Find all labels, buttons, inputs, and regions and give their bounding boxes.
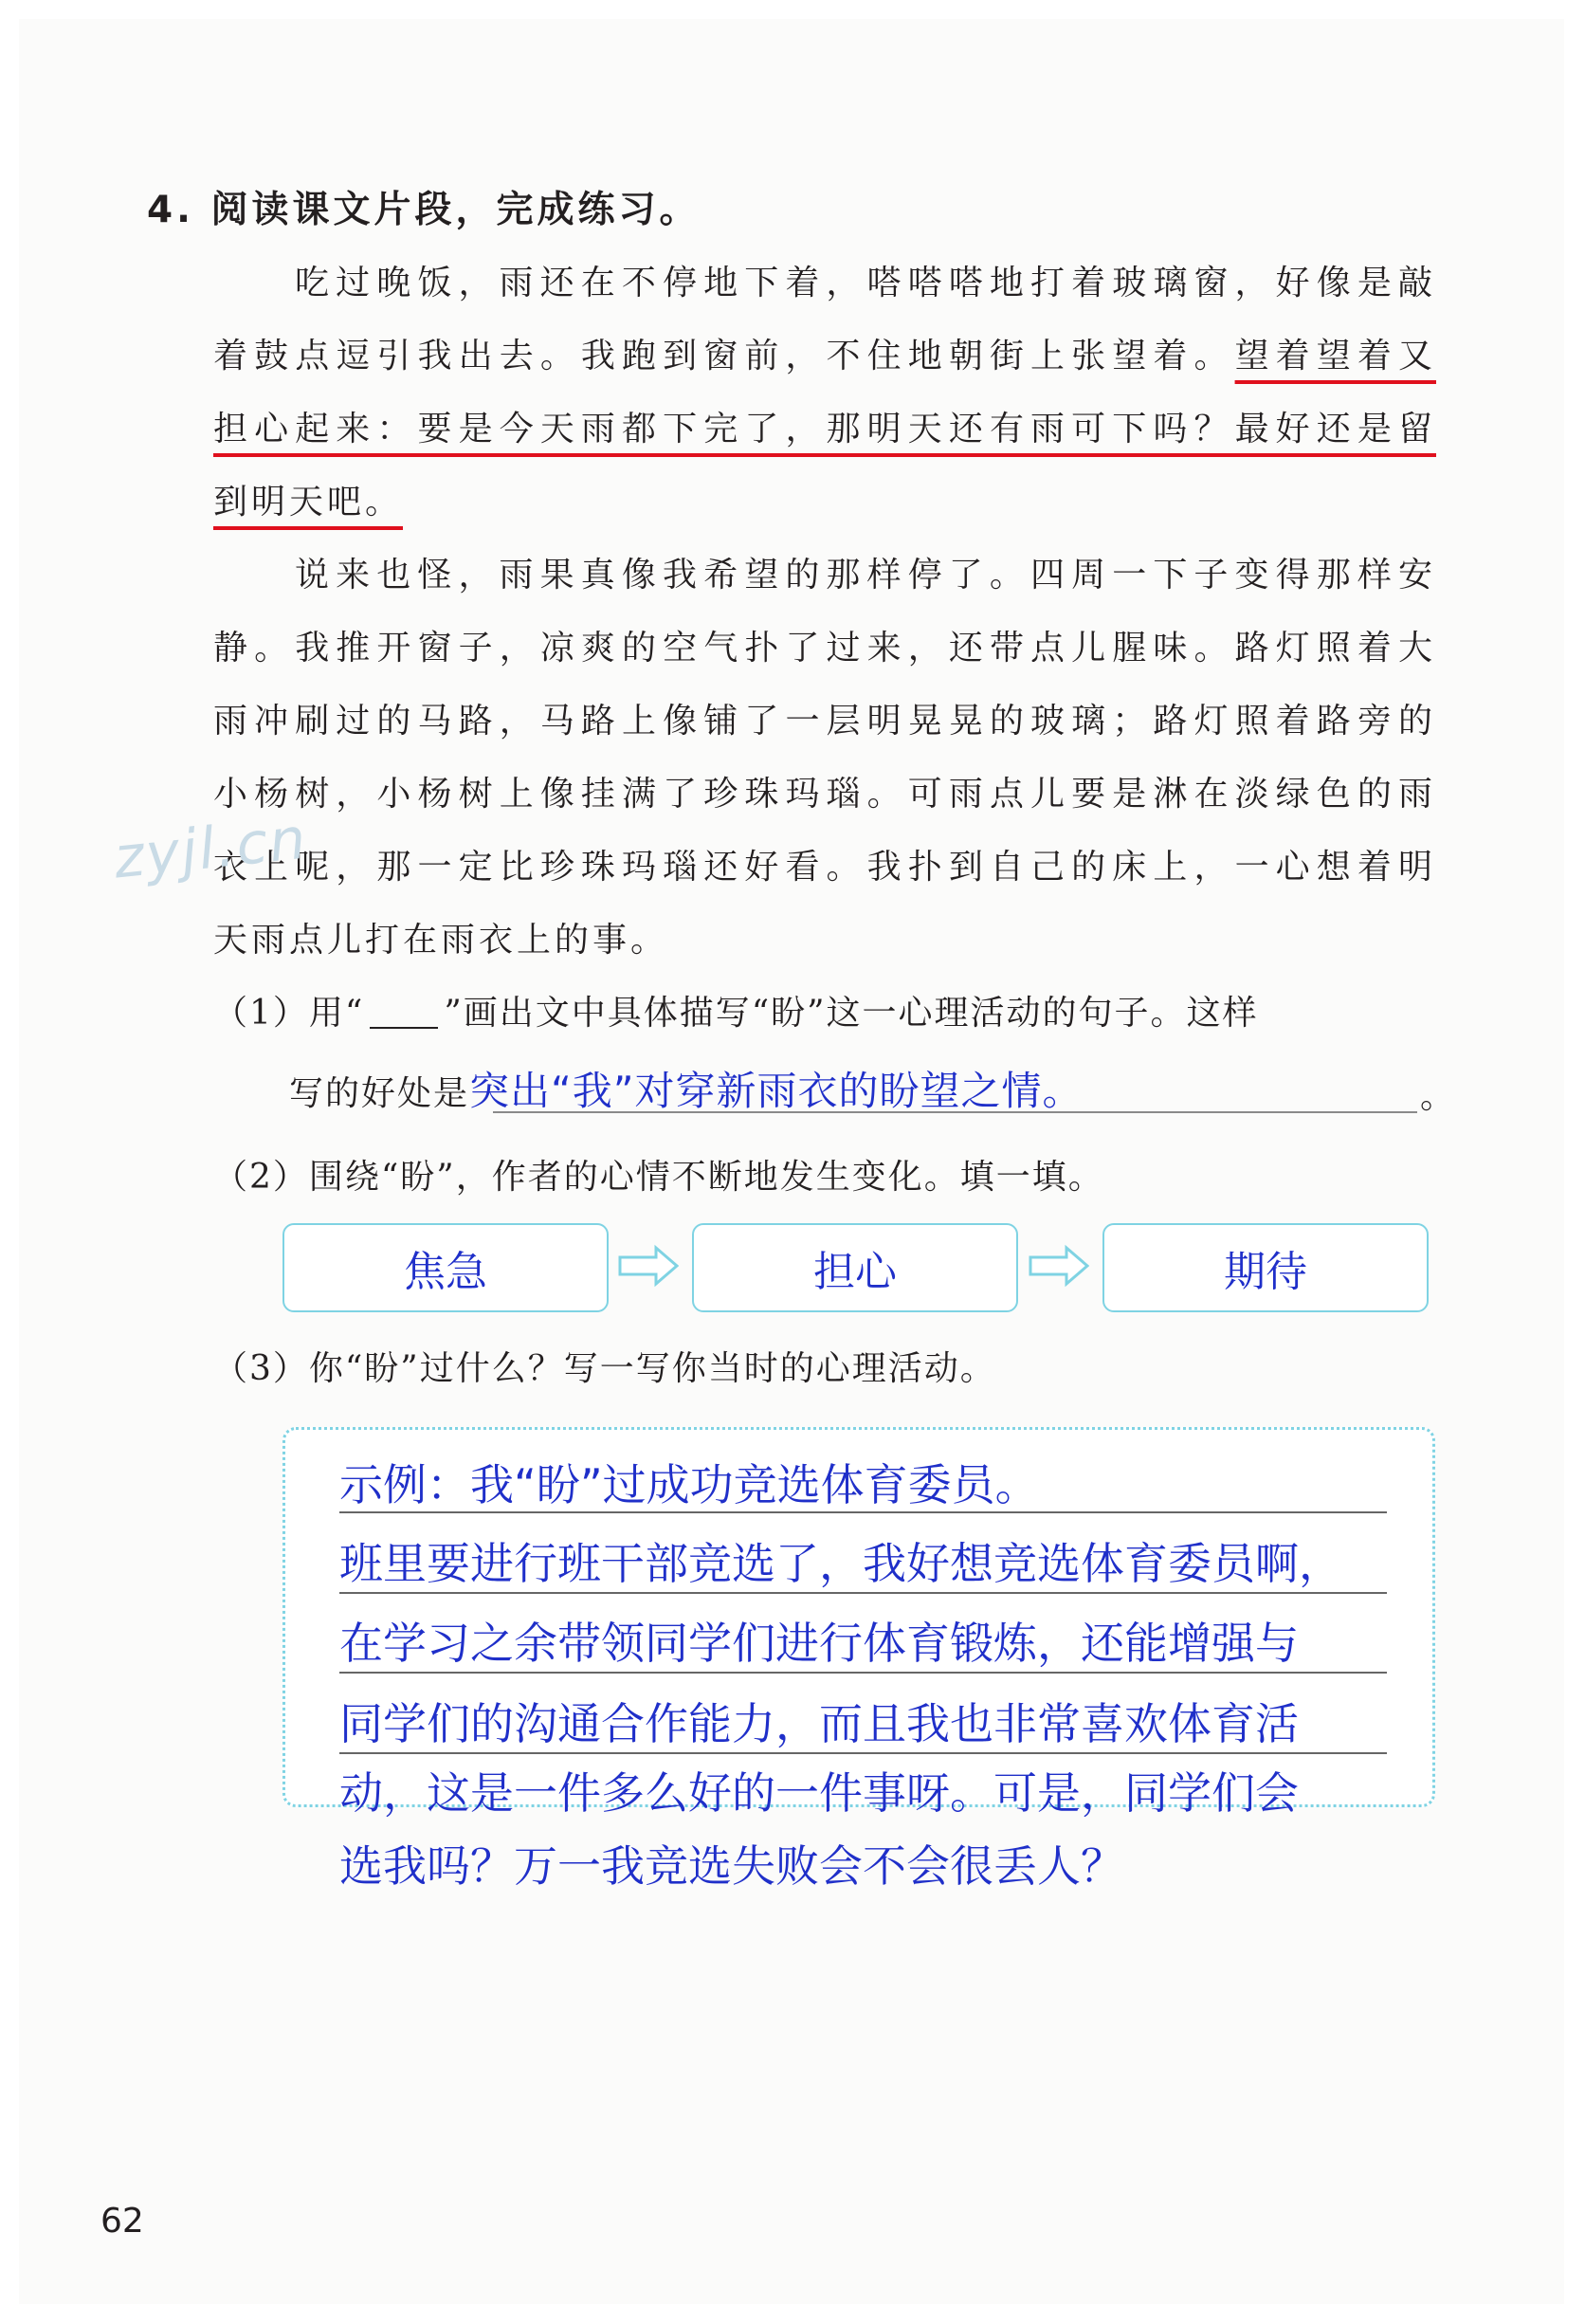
passage-line: 着鼓点逗引我出去。我跑到窗前，不住地朝街上张望着。望着望着又 [213,337,1436,375]
passage-line: 雨冲刷过的马路，马路上像铺了一层明晃晃的玻璃；路灯照着路旁的 [213,702,1436,741]
page-number: 62 [100,2202,144,2241]
answer-line-text: 示例：我“盼”过成功竞选体育委员。 [339,1459,1039,1510]
passage-line [213,393,1436,466]
answer-line-text: 在学习之余带领同学们进行体育锻炼，还能增强与 [339,1618,1299,1669]
answer-text: 突出“我”对穿新雨衣的盼望之情。 [469,1068,1084,1114]
underlined-sentence: 到明天吧。 [213,483,404,522]
arrow-right-icon [618,1244,679,1288]
question-2: （2）围绕“盼”，作者的心情不断地发生变化。填一填。 [213,1158,1104,1197]
reading-passage [213,247,1436,977]
mood-box-2: 担心 [692,1223,1018,1312]
answer-line-text: 班里要进行班干部竞选了，我好想竞选体育委员啊， [339,1538,1342,1589]
question-1-end: 。 [1420,1077,1457,1116]
mood-box-1: 焦急 [282,1223,609,1312]
writing-rule [339,1592,1387,1594]
passage-line: 天雨点儿打在雨衣上的事。 [213,921,669,960]
question-3: （3）你“盼”过什么？写一写你当时的心理活动。 [213,1349,996,1388]
question-1-line2: 写的好处是突出“我”对穿新雨衣的盼望之情。 [289,1068,1084,1114]
writing-rule [339,1752,1387,1754]
answer-line-text: 选我吗？万一我竞选失败会不会很丢人？ [339,1840,1124,1892]
question-1: （1）用“ ”画出文中具体描写“盼”这一心理活动的句子。这样 [213,994,1259,1033]
passage-line: 静。我推开窗子，凉爽的空气扑了过来，还带点儿腥味。路灯照着大 [213,629,1436,668]
underlined-sentence: 担心起来：要是今天雨都下完了，那明天还有雨可下吗？最好还是留 [213,410,1436,448]
passage-line: 衣上呢，那一定比珍珠玛瑙还好看。我扑到自己的床上，一心想着明 [213,848,1436,887]
passage-line: 吃过晚饭，雨还在不停地下着，嗒嗒嗒地打着玻璃窗，好像是敲 [295,264,1436,302]
underlined-sentence: 望着望着又 [1234,337,1436,375]
passage-line [213,466,1436,539]
question-heading: 4. 阅读课文片段，完成练习。 [147,189,701,231]
mood-box-3: 期待 [1102,1223,1429,1312]
answer-line [493,1111,1417,1113]
writing-rule [339,1672,1387,1674]
passage-line: 小杨树，小杨树上像挂满了珍珠玛瑙。可雨点儿要是淋在淡绿色的雨 [213,775,1436,814]
answer-line-text: 动，这是一件多么好的一件事呀。可是，同学们会 [339,1767,1299,1819]
blank-line-sample [370,1002,438,1029]
watermark: zyjl.cn [110,805,311,892]
passage-line: 说来也怪，雨果真像我希望的那样停了。四周一下子变得那样安 [295,556,1436,595]
arrow-right-icon [1029,1244,1089,1288]
answer-line-text: 同学们的沟通合作能力，而且我也非常喜欢体育活 [339,1698,1299,1749]
